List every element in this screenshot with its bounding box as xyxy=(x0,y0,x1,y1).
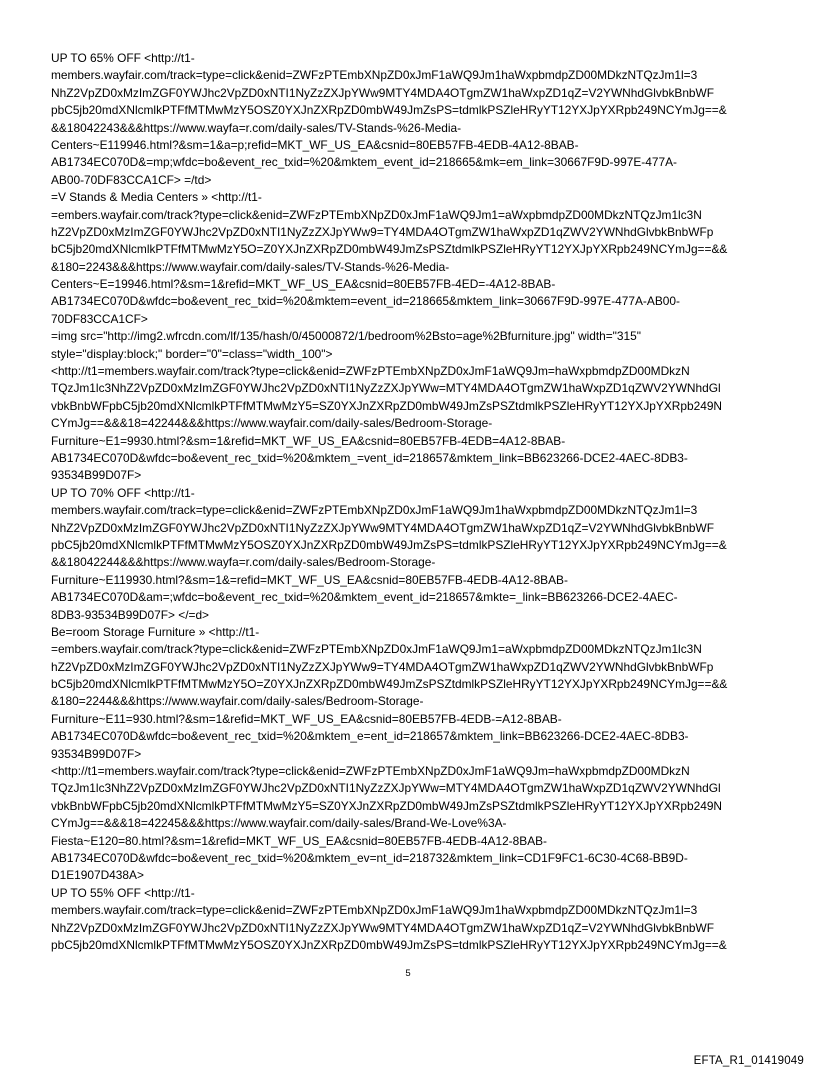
text-line: members.wayfair.com/track=type=click&enid=ZWFzPTEmbXNpZD0xJmF1aWQ9Jm1haWxpbmdpZD00MDkzNTQzJm1l=3 xyxy=(51,68,698,83)
text-line: AB00-70DF83CCA1CF> =/td> xyxy=(51,172,212,187)
text-line: vbkBnbWFpbC5jb20mdXNlcmlkPTFfMTMwMzY5=SZ0YXJnZXRpZD0mbW49JmZsPSZtdmlkPSZleHRyYT12YXJpYXRpb249N xyxy=(51,398,723,413)
text-line: =img src="http://img2.wfrcdn.com/lf/135/hash/0/45000872/1/bedroom%2Bsto=age%2Bfurniture.jpg" width="315" xyxy=(51,329,641,344)
text-line: 70DF83CCA1CF> xyxy=(51,311,148,326)
text-line: UP TO 65% OFF <http://t1- xyxy=(51,51,195,65)
text-line: <http://t1=members.wayfair.com/track?type=click&enid=ZWFzPTEmbXNpZD0xJmF1aWQ9Jm=haWxpbmdpZD00MDkzN xyxy=(51,764,690,779)
text-line: Centers~E119946.html?&sm=1&a=p;refid=MKT_WF_US_EA&csnid=80EB57FB-4EDB-4A12-8BAB- xyxy=(51,137,579,152)
text-line: members.wayfair.com/track=type=click&enid=ZWFzPTEmbXNpZD0xJmF1aWQ9Jm1haWxpbmdpZD00MDkzNTQzJm1l=3 xyxy=(51,903,698,918)
text-line: TQzJm1lc3NhZ2VpZD0xMzImZGF0YWJhc2VpZD0xNTI1NyZzZXJpYWw=MTY4MDA4OTgmZW1haWxpZD1qZWV2YWNhdGl xyxy=(51,781,721,796)
text-line: bC5jb20mdXNlcmlkPTFfMTMwMzY5O=Z0YXJnZXRpZD0mbW49JmZsPSZtdmlkPSZleHRyYT12YXJpYXRpb249NCYmJg==&& xyxy=(51,677,728,692)
text-line: hZ2VpZD0xMzImZGF0YWJhc2VpZD0xNTI1NyZzZXJpYWw9=TY4MDA4OTgmZW1haWxpZD1qZWV2YWNhdGlvbkBnbWFp xyxy=(51,224,714,239)
text-line: Centers~E=19946.html?&sm=1&refid=MKT_WF_US_EA&csnid=80EB57FB-4ED=-4A12-8BAB- xyxy=(51,277,556,292)
text-line: NhZ2VpZD0xMzImZGF0YWJhc2VpZD0xNTI1NyZzZXJpYWw9MTY4MDA4OTgmZW1haWxpZD1qZ=V2YWNhdGlvbkBnbWF xyxy=(51,85,715,100)
text-line: &&18042243&&&https://www.wayfa=r.com/daily-sales/TV-Stands-%26-Media- xyxy=(51,120,462,135)
text-line: TQzJm1lc3NhZ2VpZD0xMzImZGF0YWJhc2VpZD0xNTI1NyZzZXJpYWw=MTY4MDA4OTgmZW1haWxpZD1qZWV2YWNhdGl xyxy=(51,381,721,396)
text-line: D1E1907D438A> xyxy=(51,868,144,883)
text-line: =embers.wayfair.com/track?type=click&enid=ZWFzPTEmbXNpZD0xJmF1aWQ9Jm1=aWxpbmdpZD00MDkzNTQzJm1lc3N xyxy=(51,642,702,657)
text-line: Furniture~E11=930.html?&sm=1&refid=MKT_WF_US_EA&csnid=80EB57FB-4EDB-=A12-8BAB- xyxy=(51,711,562,726)
text-line: CYmJg==&&&18=42244&&&https://www.wayfair.com/daily-sales/Bedroom-Storage- xyxy=(51,416,493,431)
text-line: UP TO 55% OFF <http://t1- xyxy=(51,885,195,900)
text-line: members.wayfair.com/track=type=click&enid=ZWFzPTEmbXNpZD0xJmF1aWQ9Jm1haWxpbmdpZD00MDkzNTQzJm1l=3 xyxy=(51,503,698,518)
text-line: AB1734EC070D&wfdc=bo&event_rec_txid=%20&mktem_ev=nt_id=218732&mktem_link=CD1F9FC1-6C30-4C68-BB9D- xyxy=(51,850,688,865)
text-line: =embers.wayfair.com/track?type=click&enid=ZWFzPTEmbXNpZD0xJmF1aWQ9Jm1=aWxpbmdpZD00MDkzNTQzJm1lc3N xyxy=(51,207,702,222)
text-line: Furniture~E119930.html?&sm=1&=refid=MKT_WF_US_EA&csnid=80EB57FB-4EDB-4A12-8BAB- xyxy=(51,572,568,587)
text-line: =V Stands & Media Centers » <http://t1- xyxy=(51,190,262,205)
text-line: CYmJg==&&&18=42245&&&https://www.wayfair.com/daily-sales/Brand-We-Love%3A- xyxy=(51,816,507,831)
text-line: 93534B99D07F> xyxy=(51,468,142,483)
text-line: NhZ2VpZD0xMzImZGF0YWJhc2VpZD0xNTI1NyZzZXJpYWw9MTY4MDA4OTgmZW1haWxpZD1qZ=V2YWNhdGlvbkBnbWF xyxy=(51,520,715,535)
text-line: pbC5jb20mdXNlcmlkPTFfMTMwMzY5OSZ0YXJnZXRpZD0mbW49JmZsPS=tdmlkPSZleHRyYT12YXJpYXRpb249NCYmJg==& xyxy=(51,103,727,118)
text-line: bC5jb20mdXNlcmlkPTFfMTMwMzY5O=Z0YXJnZXRpZD0mbW49JmZsPSZtdmlkPSZleHRyYT12YXJpYXRpb249NCYmJg==&& xyxy=(51,242,728,257)
text-line: AB1734EC070D&wfdc=bo&event_rec_txid=%20&mktem=event_id=218665&mktem_link=30667F9D-997E-477A-AB00- xyxy=(51,294,680,309)
page-number: 5 xyxy=(405,968,411,979)
text-line: &180=2243&&&https://www.wayfair.com/daily-sales/TV-Stands-%26-Media- xyxy=(51,259,450,274)
text-line: <http://t1=members.wayfair.com/track?type=click&enid=ZWFzPTEmbXNpZD0xJmF1aWQ9Jm=haWxpbmdpZD00MDkzN xyxy=(51,364,690,379)
text-line: Fiesta~E120=80.html?&sm=1&refid=MKT_WF_US_EA&csnid=80EB57FB-4EDB-4A12-8BAB- xyxy=(51,833,548,848)
text-line: AB1734EC070D&am=;wfdc=bo&event_rec_txid=%20&mktem_event_id=218657&mkte=_link=BB623266-DCE2-4AEC- xyxy=(51,590,678,605)
text-line: &180=2244&&&https://www.wayfair.com/daily-sales/Bedroom-Storage- xyxy=(51,694,424,709)
text-line: AB1734EC070D&wfdc=bo&event_rec_txid=%20&mktem_=vent_id=218657&mktem_link=BB623266-DCE2-4AEC-8DB3- xyxy=(51,450,688,465)
text-line: 8DB3-93534B99D07F> </=d> xyxy=(51,607,209,622)
text-line: Furniture~E1=9930.html?&sm=1&refid=MKT_WF_US_EA&csnid=80EB57FB-4EDB=4A12-8BAB- xyxy=(51,433,566,448)
text-line: Be=room Storage Furniture » <http://t1- xyxy=(51,624,260,639)
text-line: pbC5jb20mdXNlcmlkPTFfMTMwMzY5OSZ0YXJnZXRpZD0mbW49JmZsPS=tdmlkPSZleHRyYT12YXJpYXRpb249NCYmJg==& xyxy=(51,937,727,952)
document-body xyxy=(51,50,767,954)
text-line: vbkBnbWFpbC5jb20mdXNlcmlkPTFfMTMwMzY5=SZ0YXJnZXRpZD0mbW49JmZsPSZtdmlkPSZleHRyYT12YXJpYXRpb249N xyxy=(51,798,723,813)
text-line: UP TO 70% OFF <http://t1- xyxy=(51,485,195,500)
text-line: hZ2VpZD0xMzImZGF0YWJhc2VpZD0xNTI1NyZzZXJpYWw9=TY4MDA4OTgmZW1haWxpZD1qZWV2YWNhdGlvbkBnbWFp xyxy=(51,659,714,674)
text-line: &&18042244&&&https://www.wayfa=r.com/daily-sales/Bedroom-Storage- xyxy=(51,555,436,570)
text-line: pbC5jb20mdXNlcmlkPTFfMTMwMzY5OSZ0YXJnZXRpZD0mbW49JmZsPS=tdmlkPSZleHRyYT12YXJpYXRpb249NCYmJg==& xyxy=(51,537,727,552)
text-line: AB1734EC070D&=mp;wfdc=bo&event_rec_txid=%20&mktem_event_id=218665&mk=em_link=30667F9D-997E-477A- xyxy=(51,155,677,170)
text-line: NhZ2VpZD0xMzImZGF0YWJhc2VpZD0xNTI1NyZzZXJpYWw9MTY4MDA4OTgmZW1haWxpZD1qZ=V2YWNhdGlvbkBnbWF xyxy=(51,920,715,935)
document-id: EFTA_R1_01419049 xyxy=(693,1055,804,1067)
text-line: 93534B99D07F> xyxy=(51,746,142,761)
text-line: style="display:block;" border="0"=class="width_100"> xyxy=(51,346,333,361)
text-line: AB1734EC070D&wfdc=bo&event_rec_txid=%20&mktem_e=ent_id=218657&mktem_link=BB623266-DCE2-4AEC-8DB3- xyxy=(51,729,689,744)
